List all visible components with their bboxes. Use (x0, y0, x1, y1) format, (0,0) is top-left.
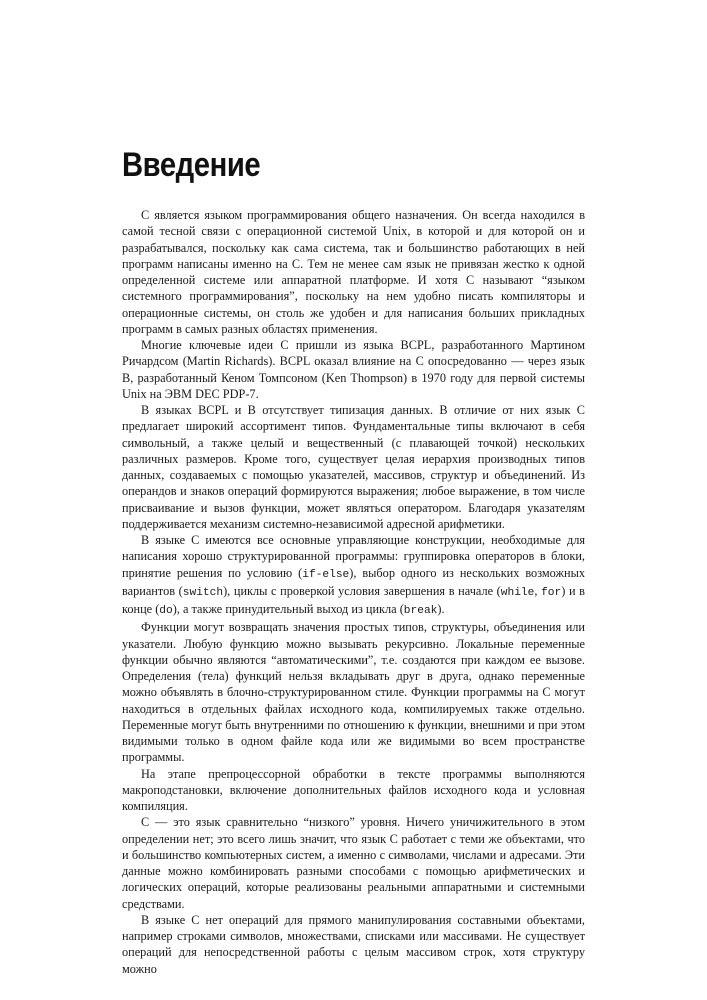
paragraph: Многие ключевые идеи C пришли из языка BCPL, разработанного Мартином Ричардсом (Martin Richards). BCPL оказал влияние на C опосредованно — через язык B, разработанный Кеном Томпсоном (Ken Thompson) в 1970 году для первой системы Unix на ЭВМ DEC PDP-7. (122, 338, 585, 401)
text-run: В языке C имеются все основные управляющие конструкции, необходимые для написания хорошо структурированной программы: группировка операторов в блоки, принятие решения по условию ( (122, 533, 585, 580)
code-break: break (403, 605, 438, 617)
code-for: for (541, 586, 562, 599)
paragraph: На этапе препроцессорной обработки в тексте программы выполняются макроподстановки, включение дополнительных файлов исходного кода и условная компиляция. (122, 766, 585, 813)
paragraph: В языке C нет операций для прямого манипулирования составными объектами, например строками символов, множествами, списками или массивами. Не существует операций для непосредственной работы с целым массивом строк, хотя структуру можно (122, 912, 585, 976)
paragraph: Функции могут возвращать значения простых типов, структуры, объединения или указатели. Любую функцию можно вызывать рекурсивно. Локальные переменные функции обычно являются “автоматическими”, т.е. создаются при каждом ее вызове. Определения (тела) функций нельзя вкладывать друг в друга, однако переменные можно объявлять в блочно-структурированном стиле. Функции программы на C могут находиться в отдельных файлах исходного кода, компилируемых также отдельно. Переменные могут быть внутренними по отношению к функции, внешними и при этом видимыми только в одном файле кода или же видимыми во всем пространстве программы. (122, 620, 585, 765)
text-run: ), а также принудительный выход из цикла ( (172, 602, 404, 616)
code-if-else: if-else (302, 568, 350, 581)
text-run: ). (437, 602, 445, 616)
code-while: while (500, 586, 535, 599)
text-run: ), циклы с проверкой условия завершения в начале ( (223, 583, 501, 598)
paragraph: C — это язык сравнительно “низкого” уровня. Ничего уничижительного в этом определении нет; это всего лишь значит, что язык C работает с теми же объектами, что и большинство компьютерных систем, а именно с символами, числами и адресами. Эти данные можно комбинировать разными способами с помощью арифметических и логических операций, которые реализованы реальными аппаратными и системными средствами. (122, 815, 585, 911)
paragraph: В языках BCPL и B отсутствует типизация данных. В отличие от них язык C предлагает широкий ассортимент типов. Фундаментальные типы включают в себя символьный, а также целый и вещественный (с плавающей точкой) нескольких различных размеров. Кроме того, существует целая иерархия производных типов данных, создаваемых с помощью указателей, массивов, структур и объединений. Из операндов и знаков операций формируются выражения; любое выражение, в том числе присваивание и вызов функции, может являться оператором. Благодаря указателям поддерживается механизм системно-независимой адресной арифметики. (122, 403, 585, 531)
chapter-body (122, 207, 585, 977)
text-run: ), выбор одного из нескольких возможных вариантов ( (122, 565, 585, 598)
text-run: , (534, 583, 542, 598)
code-do: do (159, 605, 173, 617)
paragraph (122, 532, 585, 619)
code-switch: switch (182, 586, 224, 599)
paragraph: C является языком программирования общего назначения. Он всегда находился в самой тесной связи с операционной системой Unix, в которой и для которой он и разрабатывался, поскольку как сама система, так и большинство работающих в ней программ написаны именно на C. Тем не менее сам язык не привязан жестко к одной определенной системе или аппаратной платформе. И хотя C называют “языком системного программирования”, поскольку на нем удобно писать компиляторы и операционные системы, он столь же удобен и для написания больших прикладных программ в самых разных областях применения. (122, 208, 585, 336)
chapter-title: Введение (122, 146, 261, 184)
text-run: ) и в конце ( (122, 583, 585, 616)
